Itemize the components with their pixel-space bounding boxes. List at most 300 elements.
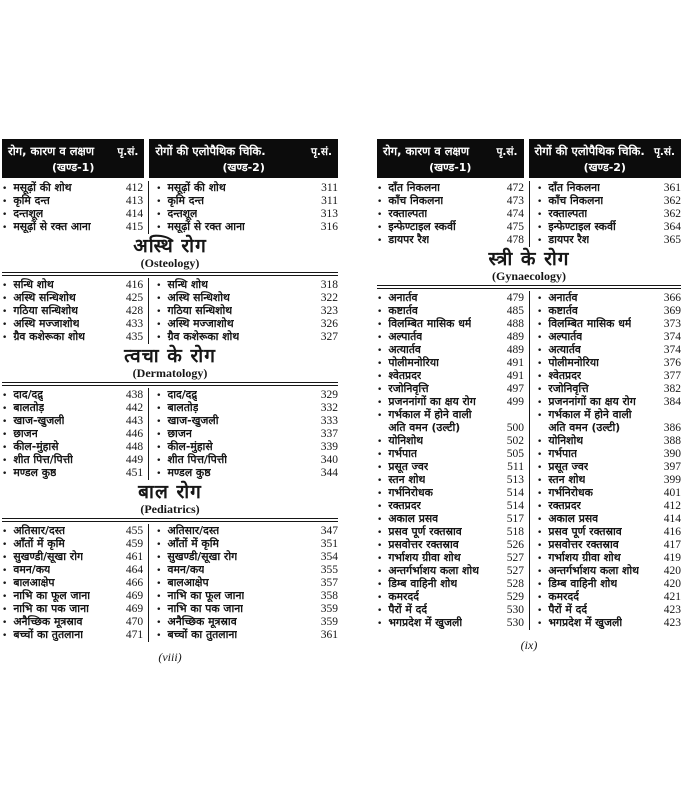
page-number: 421 xyxy=(663,590,681,603)
toc-entry-khand1 xyxy=(377,525,529,539)
disease-name: अनैच्छिक मूत्रस्राव xyxy=(167,614,237,628)
toc-entry-khand2 xyxy=(148,220,338,234)
toc-entry-khand2 xyxy=(529,181,681,195)
toc-rows-block xyxy=(2,278,338,343)
toc-entry-khand2 xyxy=(529,434,681,448)
bullet-icon: • xyxy=(377,235,383,246)
page-number: 517 xyxy=(506,512,524,525)
toc-entry-khand2 xyxy=(529,343,681,357)
page-number: 442 xyxy=(125,401,144,414)
toc-row xyxy=(377,551,681,564)
bullet-icon: • xyxy=(537,566,543,577)
page-number: 500 xyxy=(506,421,524,434)
bullet-icon: • xyxy=(156,319,162,330)
toc-row xyxy=(2,220,338,233)
page-number: 412 xyxy=(663,499,681,512)
page-number: 329 xyxy=(320,388,338,401)
page-number: 354 xyxy=(320,550,338,563)
disease-name: सुखण्डी/सूखा रोग xyxy=(167,549,238,563)
page-number: 355 xyxy=(320,563,338,576)
khand2-header-line xyxy=(535,144,675,159)
toc-entry-khand1 xyxy=(2,207,148,221)
page-number: 416 xyxy=(663,525,681,538)
toc-entry-khand1 xyxy=(377,616,529,630)
disease-name: दन्तशूल xyxy=(167,206,198,220)
page-number: 361 xyxy=(320,628,338,641)
page-number-column-label: पृ.सं. xyxy=(310,146,332,158)
page-number: 502 xyxy=(506,434,524,447)
bullet-icon: • xyxy=(156,468,162,479)
page-number: 386 xyxy=(663,421,681,434)
page-number: 530 xyxy=(506,603,524,616)
disease-name: अनैच्छिक मूत्रस्राव xyxy=(13,614,83,628)
toc-entry-khand2 xyxy=(148,304,338,318)
disease-name: श्वेतप्रदर xyxy=(388,368,422,382)
bullet-icon: • xyxy=(377,345,383,356)
toc-row xyxy=(377,395,681,408)
disease-name: शीत पित्त/पित्ती xyxy=(13,452,73,466)
page-number: 366 xyxy=(663,291,681,304)
bullet-icon: • xyxy=(377,397,383,408)
bullet-icon: • xyxy=(377,306,383,317)
toc-row xyxy=(2,589,338,602)
page-number: 397 xyxy=(663,460,681,473)
bullet-icon: • xyxy=(537,618,543,629)
bullet-icon: • xyxy=(2,403,8,414)
toc-entry-khand2 xyxy=(529,512,681,526)
disease-name: श्वेतप्रदर xyxy=(548,368,582,382)
page-number: 399 xyxy=(663,473,681,486)
bullet-icon: • xyxy=(156,565,162,576)
page-number: 428 xyxy=(125,304,144,317)
section-title: त्वचा के रोग xyxy=(124,345,216,367)
bullet-icon: • xyxy=(537,488,543,499)
bullet-icon: • xyxy=(377,540,383,551)
bullet-icon: • xyxy=(537,222,543,233)
toc-entry-khand1 xyxy=(377,577,529,591)
disease-name: बच्चों का तुतलाना xyxy=(167,627,238,641)
page-number: 471 xyxy=(125,628,144,641)
page-number: 339 xyxy=(320,440,338,453)
page-number: 499 xyxy=(506,395,524,408)
disease-name: आँतों में कृमि xyxy=(13,536,65,550)
page-number: 472 xyxy=(506,181,524,194)
disease-name: कमरदर्द xyxy=(548,589,579,603)
toc-entry-khand2 xyxy=(529,194,681,208)
disease-name: भगप्रदेश में खुजली xyxy=(548,615,623,629)
bullet-icon: • xyxy=(377,605,383,616)
toc-entry-khand1 xyxy=(2,453,148,467)
toc-row xyxy=(377,194,681,207)
page-number: 374 xyxy=(663,343,681,356)
page-number: 377 xyxy=(663,369,681,382)
disease-name: गर्भनिरोधक xyxy=(388,485,433,499)
toc-row xyxy=(377,564,681,577)
bullet-icon: • xyxy=(377,358,383,369)
toc-row xyxy=(2,388,338,401)
toc-row xyxy=(377,447,681,460)
bullet-icon: • xyxy=(537,371,543,382)
toc-entry-khand1 xyxy=(2,440,148,454)
section-subtitle: (Dermatology) xyxy=(132,366,208,380)
bullet-icon: • xyxy=(2,604,8,615)
bullet-icon: • xyxy=(377,319,383,330)
toc-entry-khand2 xyxy=(529,233,681,247)
toc-entry-khand1 xyxy=(2,524,148,538)
disease-name: प्रसूत ज्वर xyxy=(388,459,429,473)
toc-entry-khand2 xyxy=(148,563,338,577)
toc-row xyxy=(377,317,681,330)
page-number: 340 xyxy=(320,453,338,466)
toc-rows-block xyxy=(2,524,338,641)
toc-row xyxy=(2,414,338,427)
page-number: 513 xyxy=(506,473,524,486)
toc-entry-khand2 xyxy=(529,616,681,630)
toc-row xyxy=(2,304,338,317)
disease-name: प्रसव पूर्ण रक्तस्राव xyxy=(548,524,622,538)
disease-name: वमन/कय xyxy=(13,562,51,576)
toc-header xyxy=(2,139,338,178)
disease-name: अन्तर्गर्भाशय कला शोथ xyxy=(548,563,640,577)
toc-entry-khand2 xyxy=(529,421,681,435)
page-number: 530 xyxy=(506,616,524,629)
bullet-icon: • xyxy=(156,403,162,414)
bullet-icon: • xyxy=(537,196,543,207)
disease-name: अनार्तव xyxy=(548,290,578,304)
double-rule xyxy=(2,518,338,522)
khand2-title: रोगों की एलोपैथिक चिकि. xyxy=(155,144,266,158)
disease-name: गर्भकाल में होने वाली xyxy=(388,408,472,421)
disease-name: खाज-खुजली xyxy=(167,413,219,427)
khand1-header-line xyxy=(383,144,518,159)
toc-entry-khand1 xyxy=(377,486,529,500)
disease-name: बालतोड़ xyxy=(167,400,199,414)
bullet-icon: • xyxy=(156,617,162,628)
double-rule xyxy=(377,285,681,289)
disease-name: अस्थि सन्धिशोथ xyxy=(167,290,230,304)
disease-name: शीत पित्त/पित्ती xyxy=(167,452,228,466)
bullet-icon: • xyxy=(2,552,8,563)
khand2-header-box xyxy=(529,139,681,178)
disease-name: वमन/कय xyxy=(167,562,205,576)
disease-name: अति वमन (उल्टी) xyxy=(388,420,461,434)
toc-row xyxy=(2,207,338,220)
bullet-icon: • xyxy=(537,183,543,194)
page-number: 451 xyxy=(125,466,144,479)
bullet-icon: • xyxy=(537,592,543,603)
page-number: 384 xyxy=(663,395,681,408)
toc-entry-khand1 xyxy=(2,427,148,441)
toc-entry-khand2 xyxy=(148,414,338,428)
disease-name: कमरदर्द xyxy=(388,589,419,603)
toc-entry-khand2 xyxy=(148,291,338,305)
bullet-icon: • xyxy=(156,630,162,641)
toc-row xyxy=(377,207,681,220)
bullet-icon: • xyxy=(2,196,8,207)
section-subtitle: (Pediatrics) xyxy=(140,502,200,516)
page-number: 527 xyxy=(506,564,524,577)
bullet-icon: • xyxy=(537,527,543,538)
toc-row xyxy=(2,317,338,330)
disease-name: काँच निकलना xyxy=(388,193,444,207)
bullet-icon: • xyxy=(156,442,162,453)
disease-name: गर्भपात xyxy=(548,446,578,460)
disease-name: दन्तशूल xyxy=(13,206,44,220)
disease-name: आँतों में कृमि xyxy=(167,536,219,550)
disease-name: पोलीमनोरिया xyxy=(388,355,439,369)
toc-row xyxy=(377,304,681,317)
toc-entry-khand1 xyxy=(377,447,529,461)
disease-name: दाँत निकलना xyxy=(388,180,440,194)
disease-name: मसूढ़ों की शोथ xyxy=(167,180,226,194)
page-number: 475 xyxy=(506,220,524,233)
bullet-icon: • xyxy=(537,358,543,369)
bullet-icon: • xyxy=(377,371,383,382)
bullet-icon: • xyxy=(156,552,162,563)
bullet-icon: • xyxy=(2,468,8,479)
toc-entry-khand2 xyxy=(529,538,681,552)
page-number: 344 xyxy=(320,466,338,479)
page-number: 337 xyxy=(320,427,338,440)
disease-name: पैरों में दर्द xyxy=(388,602,428,616)
toc-row xyxy=(377,356,681,369)
toc-entry-khand1 xyxy=(377,194,529,208)
bullet-icon: • xyxy=(537,436,543,447)
khand2-header-box xyxy=(149,139,338,178)
disease-name: अस्थि मज्जाशोथ xyxy=(167,316,234,330)
disease-name: बालतोड़ xyxy=(13,400,45,414)
toc-entry-khand2 xyxy=(529,460,681,474)
toc-row xyxy=(2,576,338,589)
page-number-column-label: पृ.सं. xyxy=(117,146,139,158)
toc-entry-khand2 xyxy=(529,564,681,578)
disease-name: गठिया सन्धिशोथ xyxy=(167,303,233,317)
page-number: 464 xyxy=(125,563,144,576)
page-number: 323 xyxy=(320,304,338,317)
bullet-icon: • xyxy=(537,384,543,395)
page-number: 518 xyxy=(506,525,524,538)
toc-entry-khand1 xyxy=(377,369,529,383)
bullet-icon: • xyxy=(377,488,383,499)
toc-entry-khand1 xyxy=(377,330,529,344)
disease-name: गर्भाशय ग्रीवा शोथ xyxy=(388,550,461,564)
page-number: 365 xyxy=(663,233,681,246)
page-number: 461 xyxy=(125,550,144,563)
toc-entry-khand1 xyxy=(2,194,148,208)
toc-entry-khand1 xyxy=(2,401,148,415)
page-number: 469 xyxy=(125,589,144,602)
bullet-icon: • xyxy=(2,390,8,401)
toc-entry-khand2 xyxy=(529,408,681,421)
disease-name: अल्पार्तव xyxy=(388,329,423,343)
bullet-icon: • xyxy=(2,293,8,304)
toc-entry-khand2 xyxy=(529,577,681,591)
bullet-icon: • xyxy=(377,553,383,564)
toc-row xyxy=(377,473,681,486)
toc-entry-khand1 xyxy=(2,317,148,331)
bullet-icon: • xyxy=(156,183,162,194)
toc-entry-khand1 xyxy=(2,278,148,292)
toc-row xyxy=(2,453,338,466)
page-number-column-label: पृ.सं. xyxy=(653,146,675,158)
toc-row xyxy=(2,194,338,207)
toc-entry-khand1 xyxy=(2,220,148,234)
khand1-header-box xyxy=(2,139,144,178)
khand1-subtitle: (खण्ड-1) xyxy=(429,161,472,174)
toc-entry-khand2 xyxy=(529,473,681,487)
disease-name: ग्रैव कशेरूका शोथ xyxy=(13,329,86,343)
bullet-icon: • xyxy=(2,442,8,453)
bullet-icon: • xyxy=(537,501,543,512)
toc-entry-khand2 xyxy=(529,382,681,396)
disease-name: स्तन शोथ xyxy=(388,472,426,486)
disease-name: डिम्ब वाहिनी शोथ xyxy=(548,576,618,590)
disease-name: प्रसूत ज्वर xyxy=(548,459,589,473)
toc-entry-khand1 xyxy=(2,628,148,642)
toc-entry-khand1 xyxy=(377,317,529,331)
disease-name: कील-मुंहासे xyxy=(13,439,59,453)
bullet-icon: • xyxy=(156,280,162,291)
bullet-icon: • xyxy=(537,345,543,356)
disease-name: खाज-खुजली xyxy=(13,413,65,427)
toc-row xyxy=(2,615,338,628)
toc-entry-khand2 xyxy=(148,427,338,441)
page-number: 322 xyxy=(320,291,338,304)
bullet-icon: • xyxy=(537,411,543,421)
toc-entry-khand2 xyxy=(148,628,338,642)
toc-entry-khand1 xyxy=(2,615,148,629)
toc-row xyxy=(377,460,681,473)
page-number: 478 xyxy=(506,233,524,246)
toc-row xyxy=(377,590,681,603)
disease-name: नाभि का पक जाना xyxy=(13,601,89,615)
toc-entry-khand2 xyxy=(529,330,681,344)
bullet-icon: • xyxy=(377,332,383,343)
toc-entry-khand1 xyxy=(377,220,529,234)
toc-row xyxy=(377,577,681,590)
disease-name: कृमि दन्त xyxy=(167,193,204,207)
bullet-icon: • xyxy=(2,306,8,317)
toc-entry-khand2 xyxy=(148,181,338,195)
page-number: 528 xyxy=(506,577,524,590)
bullet-icon: • xyxy=(2,222,8,233)
page-number: 362 xyxy=(663,194,681,207)
bullet-icon: • xyxy=(377,475,383,486)
bullet-icon: • xyxy=(537,553,543,564)
toc-row xyxy=(377,603,681,616)
disease-name: नाभि का पक जाना xyxy=(167,601,244,615)
disease-name: पैरों में दर्द xyxy=(548,602,588,616)
bullet-icon: • xyxy=(537,306,543,317)
page-number: 474 xyxy=(506,207,524,220)
page-number: 529 xyxy=(506,590,524,603)
page-number: 491 xyxy=(506,356,524,369)
page-number: 347 xyxy=(320,524,338,537)
disease-name: गर्भपात xyxy=(388,446,418,460)
toc-entry-khand2 xyxy=(529,603,681,617)
toc-entry-khand2 xyxy=(148,401,338,415)
bullet-icon: • xyxy=(377,514,383,525)
disease-name: अतिसार/दस्त xyxy=(13,523,66,537)
page-number: 485 xyxy=(506,304,524,317)
page-number: 416 xyxy=(125,278,144,291)
toc-entry-khand2 xyxy=(148,466,338,480)
page-number-column-label: पृ.सं. xyxy=(496,146,518,158)
section-subtitle: (Gynaecology) xyxy=(492,269,566,283)
contents-page-left xyxy=(2,139,338,665)
toc-entry-khand1 xyxy=(2,602,148,616)
disease-name: विलम्बित मासिक धर्म xyxy=(388,316,472,330)
page-number: 491 xyxy=(506,369,524,382)
page-number: 473 xyxy=(506,194,524,207)
disease-name: रक्ताल्पता xyxy=(388,206,428,220)
toc-row xyxy=(2,181,338,194)
toc-entry-khand1 xyxy=(377,382,529,396)
toc-entry-khand2 xyxy=(529,291,681,305)
section-title: स्त्री के रोग xyxy=(488,248,570,270)
page-number: 489 xyxy=(506,343,524,356)
disease-name: प्रजननांगों का क्षय रोग xyxy=(548,394,636,408)
toc-row xyxy=(377,291,681,304)
disease-name: सन्धि शोथ xyxy=(167,277,208,291)
disease-name: गर्भकाल में होने वाली xyxy=(548,408,632,421)
khand1-header-box xyxy=(377,139,524,178)
bullet-icon: • xyxy=(156,390,162,401)
toc-entry-khand1 xyxy=(377,538,529,552)
toc-row xyxy=(377,181,681,194)
bullet-icon: • xyxy=(2,455,8,466)
toc-row xyxy=(2,291,338,304)
disease-name: योनिशोथ xyxy=(548,433,584,447)
bullet-icon: • xyxy=(2,617,8,628)
page-number: 362 xyxy=(663,207,681,220)
bullet-icon: • xyxy=(537,475,543,486)
page-number: 327 xyxy=(320,330,338,343)
disease-name: प्रसव पूर्ण रक्तस्राव xyxy=(388,524,462,538)
toc-entry-khand2 xyxy=(529,447,681,461)
disease-name: भगप्रदेश में खुजली xyxy=(388,615,463,629)
page-number: 359 xyxy=(320,615,338,628)
bullet-icon: • xyxy=(377,209,383,220)
disease-name: योनिशोथ xyxy=(388,433,424,447)
toc-row xyxy=(377,525,681,538)
double-rule xyxy=(2,272,338,276)
page-number: 479 xyxy=(506,291,524,304)
bullet-icon: • xyxy=(537,397,543,408)
disease-name: ग्रैव कशेरूका शोथ xyxy=(167,329,240,343)
toc-entry-khand1 xyxy=(377,408,529,421)
toc-row xyxy=(2,537,338,550)
bullet-icon: • xyxy=(2,526,8,537)
disease-name: अस्थि सन्धिशोथ xyxy=(13,290,76,304)
disease-name: बालआक्षेप xyxy=(167,575,209,589)
toc-row xyxy=(2,602,338,615)
disease-name: अल्पार्तव xyxy=(548,329,583,343)
toc-entry-khand1 xyxy=(377,590,529,604)
toc-entry-khand1 xyxy=(2,576,148,590)
toc-row xyxy=(377,616,681,629)
page-number: 318 xyxy=(320,278,338,291)
page-number: 390 xyxy=(663,447,681,460)
bullet-icon: • xyxy=(377,411,383,421)
toc-row xyxy=(377,486,681,499)
page-number: 438 xyxy=(125,388,144,401)
toc-row xyxy=(2,628,338,641)
page-number: 361 xyxy=(663,181,681,194)
toc-row xyxy=(2,563,338,576)
bullet-icon: • xyxy=(537,540,543,551)
toc-rows-block xyxy=(2,388,338,479)
